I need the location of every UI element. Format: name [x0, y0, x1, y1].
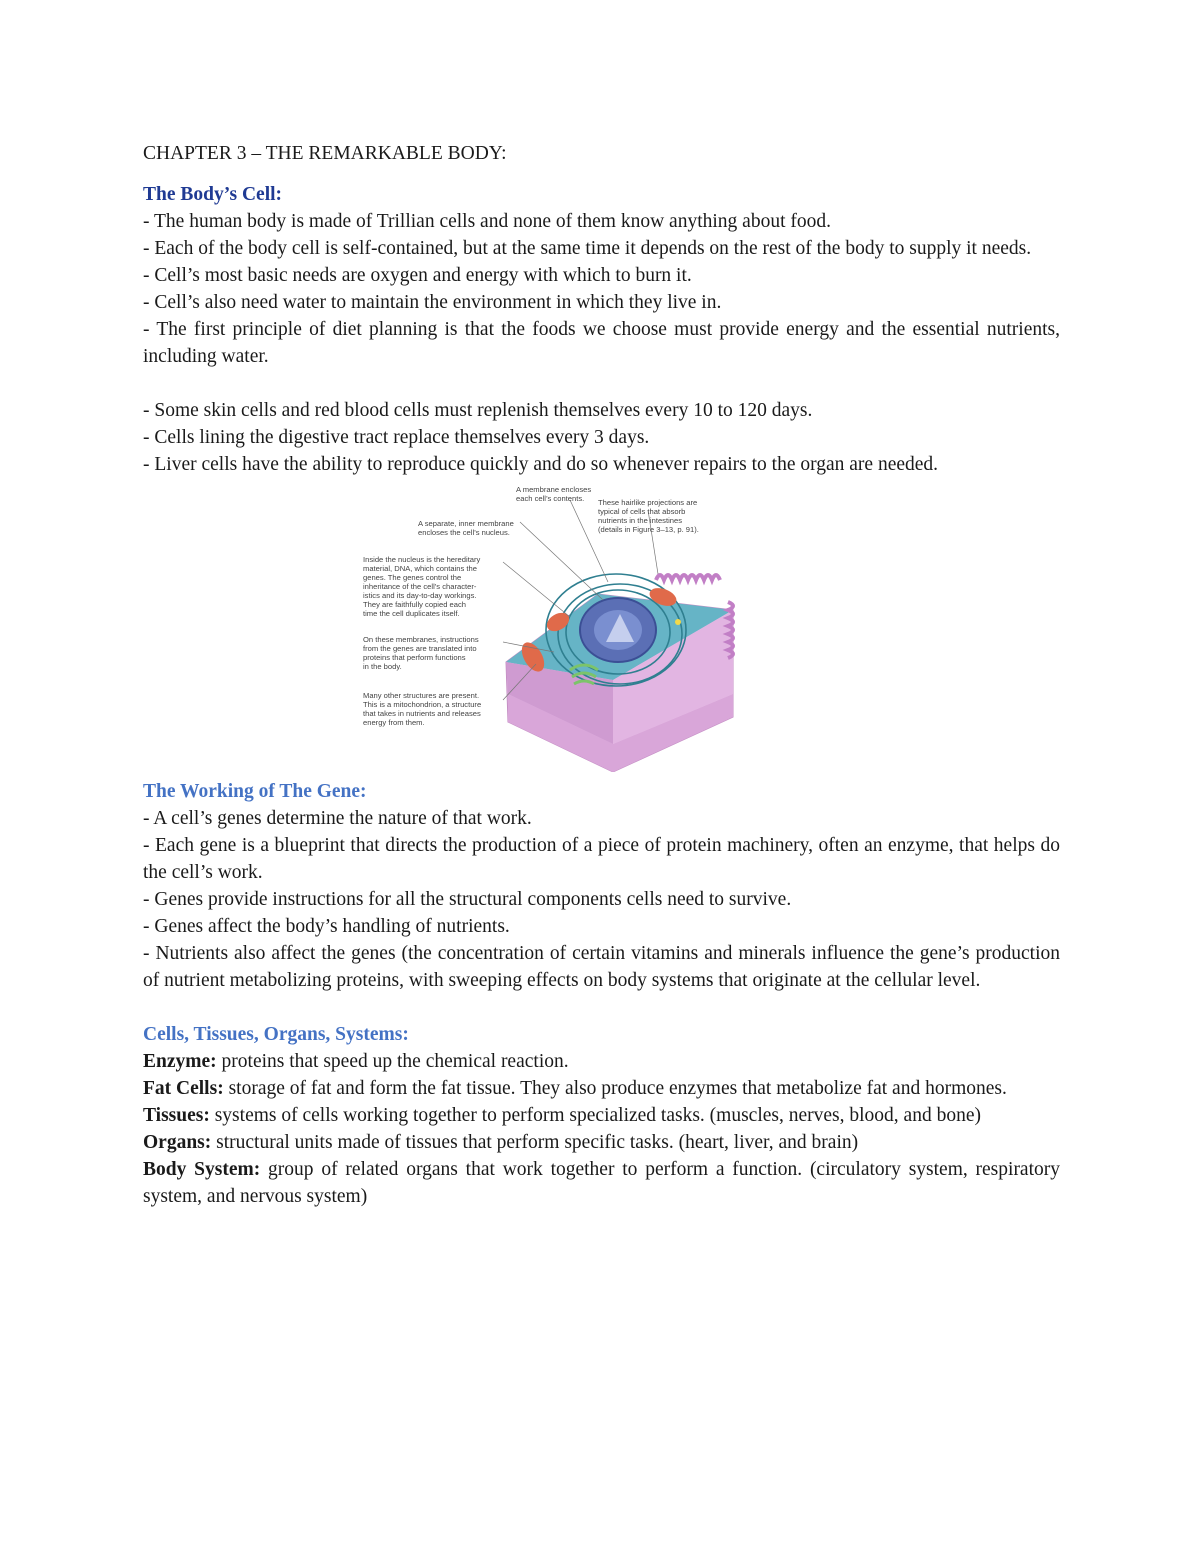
definition-item — [143, 1075, 1060, 1102]
definition-item — [143, 1129, 1060, 1156]
label-nucleus: Inside the nucleus is the hereditary material, DNA, which contains the genes. The genes control the inheritance of the cell’s character- istics and its day-to-day workings. They are faithfully copied each time the cell duplicates itself. — [363, 555, 481, 618]
body-line: - Cells lining the digestive tract replace themselves every 3 days. — [143, 427, 650, 448]
cell-figure-wrapper — [143, 478, 1060, 778]
definition-item — [143, 1048, 1060, 1075]
body-line: - Cell’s most basic needs are oxygen and energy with which to burn it. — [143, 265, 692, 286]
section-heading-cells-tissues: Cells, Tissues, Organs, Systems: — [143, 1024, 409, 1045]
definition-text: proteins that speed up the chemical reaction. — [216, 1051, 569, 1072]
definition-term: Body System: — [143, 1159, 261, 1180]
definition-text: storage of fat and form the fat tissue. They also produce enzymes that metabolize fat and hormones. — [223, 1078, 1007, 1099]
body-line: - Each gene is a blueprint that directs the production of a piece of protein machinery, often an enzyme, that helps do the cell’s work. — [143, 835, 1060, 883]
chapter-title: CHAPTER 3 – THE REMARKABLE BODY: — [143, 143, 507, 164]
body-line: - Genes affect the body’s handling of nutrients. — [143, 916, 510, 937]
section-heading-gene: The Working of The Gene: — [143, 781, 367, 802]
body-line: - Cell’s also need water to maintain the environment in which they live in. — [143, 292, 722, 313]
body-line: - Each of the body cell is self-contained, but at the same time it depends on the rest of the body to supply it needs. — [143, 238, 1032, 259]
label-membranes: On these membranes, instructions from the genes are translated into proteins that perform functions in the body. — [363, 635, 479, 671]
definition-item — [143, 1102, 1060, 1129]
definition-term: Fat Cells: — [143, 1078, 224, 1099]
definition-item — [143, 1156, 1060, 1210]
definition-text: structural units made of tissues that perform specific tasks. (heart, liver, and brain) — [211, 1132, 859, 1153]
label-hairlike: These hairlike projections are typical of cells that absorb nutrients in the intestines (details in Figure 3–13, p. 91). — [598, 498, 699, 534]
label-membrane: A membrane encloses each cell’s contents. — [516, 485, 592, 503]
section-heading-body-cell: The Body’s Cell: — [143, 184, 283, 205]
body-line: - Nutrients also affect the genes (the concentration of certain vitamins and minerals influence the gene’s production of nutrient metabolizing proteins, with sweeping effects on body systems that originate at the cellular level. — [143, 943, 1060, 991]
body-line: - The human body is made of Trillian cells and none of them know anything about food. — [143, 211, 831, 232]
document-page — [143, 140, 1060, 1210]
body-line: - A cell’s genes determine the nature of that work. — [143, 808, 532, 829]
cell-diagram — [358, 482, 738, 772]
body-line: - Some skin cells and red blood cells must replenish themselves every 10 to 120 days. — [143, 400, 813, 421]
definition-term: Tissues: — [143, 1105, 210, 1126]
definition-text: group of related organs that work together to perform a function. (circulatory system, respiratory system, and nervous system) — [143, 1159, 1060, 1207]
definition-text: systems of cells working together to perform specialized tasks. (muscles, nerves, blood, and bone) — [209, 1105, 981, 1126]
definition-term: Enzyme: — [143, 1051, 217, 1072]
body-line: - Liver cells have the ability to reproduce quickly and do so whenever repairs to the organ are needed. — [143, 454, 939, 475]
label-inner-membrane: A separate, inner membrane encloses the cell’s nucleus. — [418, 519, 514, 537]
body-line: - Genes provide instructions for all the structural components cells need to survive. — [143, 889, 792, 910]
body-line: - The first principle of diet planning is that the foods we choose must provide energy and the essential nutrients, including water. — [143, 319, 1060, 367]
label-mitochondrion: Many other structures are present. This is a mitochondrion, a structure that takes in nutrients and releases energy from them. — [363, 691, 482, 727]
definition-term: Organs: — [143, 1132, 212, 1153]
